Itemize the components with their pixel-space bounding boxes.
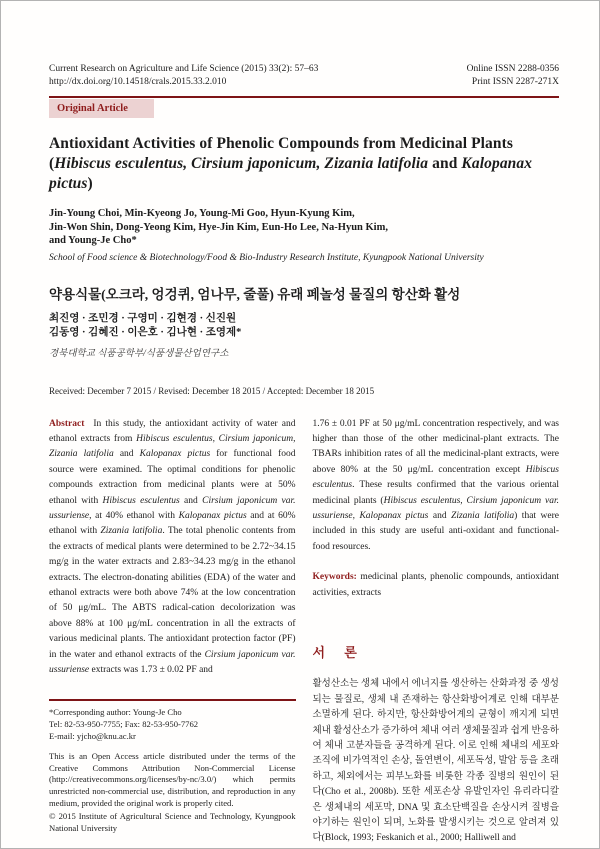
left-column [49,417,296,847]
footnote-block [49,699,296,834]
header-rule [49,96,559,98]
journal-header-left [49,63,318,89]
abstract-paragraph [49,417,296,679]
article-title-line1: Antioxidant Activities of Phenolic Compounds from Medicinal Plants [49,135,514,152]
keywords-label: Keywords: [312,572,357,583]
korean-affiliation: 경북대학교 식품공학부/식품생물산업연구소 [49,348,229,359]
korean-author-line: 최진영 · 조민경 · 구영미 · 김현경 · 신진원 [49,312,237,324]
intro-paragraph: 활성산소는 생체 내에서 에너지를 생산하는 산화과정 중 생성되는 물질로, 생체 내 존재하는 항산화방어계로 인해 대부분 소멸하게 된다. 하지만, 항산화방어계의 균형이 깨지게 되면 체내 활성산소가 증가하여 체내 여러 생체물질과 쉽게 반응하여 체내 고분자들을 공격하게 된다. 이로 인해 체내의 세포와 조직에 비가역적인 손상, 돌연변이, 세포독성, 발암 등을 초래하고, 체외에서는 피부노화를 비롯한 각종 질병의 원인이 된다(Cho et al., 2008b). 또한 세포손상 유발인자인 유리라디칼은 생체내의 세포막, DNA 및 효소단백질을 손상시켜 질병을 야기하는 원인이 되며, 노화를 발생시키는 것으로 알려져 있다(Block, 1993; Feskanich et al., 2000; Halliwell and [312,679,559,844]
article-title-line2: (Hibiscus esculentus, Cirsium japonicum, Zizania latifolia and Kalopanax pictus) [49,155,533,192]
journal-header-right [467,63,559,89]
journal-doi-link[interactable]: http://dx.doi.org/10.14518/crals.2015.33.2.010 [49,77,227,87]
abstract-label: Abstract [49,418,85,429]
affiliation-en: School of Food science & Biotechnology/Food & Bio-Industry Research Institute, Kyungpook National University [49,252,484,263]
open-access-paragraph: This is an Open Access article distributed under the terms of the Creative Commons Attribution Non-Commercial License (http://creativecommons.org/licenses/by-nc/3.0/) which permits unrestricted non-commercial use, distribution, and reproduction in any medium, provided the original work is properly cited. [49,751,296,808]
article-title [49,134,559,194]
abstract-continuation: 1.76 ± 0.01 PF at 50 μg/mL concentration respectively, and was higher than those of the other medicinal-plant extracts. The TBARs inhibition rates of all the medicinal-plant extracts, were above 80% at the 50 μg/mL concentration except Hibiscus esculentus. These results confirmed that the various oriental medicinal plants (Hibiscus esculentus, Cirsium japonicum var. ussuriense, Kalopanax pictus and Zizania latifolia) that were included in this study are useful anti-oxidant and functional-food resources. [312,418,560,552]
author-line: Jin-Won Shin, Dong-Yeong Kim, Hye-Jin Kim, Eun-Ho Lee, Na-Hyun Kim, [49,221,388,233]
author-line: Jin-Young Choi, Min-Kyeong Jo, Young-Mi Goo, Hyun-Kyung Kim, [49,208,355,219]
corresponding-author-line: *Corresponding author: Young-Je Cho [49,707,182,718]
journal-header [49,63,559,89]
keywords-paragraph [313,570,560,601]
right-column [313,417,560,847]
journal-citation: Current Research on Agriculture and Life Science (2015) 33(2): 57–63 [49,64,319,74]
tel-fax-line: Tel: 82-53-950-7755; Fax: 82-53-950-7762 [49,719,199,729]
korean-author-list [49,312,559,340]
intro-section-heading: 서 론 [312,644,357,660]
article-type-badge: Original Article [49,99,154,118]
two-column-body [49,417,559,847]
issn-online: Online ISSN 2288-0356 [466,64,559,74]
copyright-line: © 2015 Institute of Agricultural Science and Technology, Kyungpook National University [49,811,296,833]
issn-print: Print ISSN 2287-271X [471,77,559,87]
dates-line: Received: December 7 2015 / Revised: December 18 2015 / Accepted: December 18 2015 [49,385,375,396]
abstract-text: In this study, the antioxidant activity of water and ethanol extracts from Hibiscus esculentus, Cirsium japonicum, Zizania latifolia and Kalopanax pictus for functional food source were examined. The optimal conditions for phenolic compounds extraction from medicinal plants were at 50% ethanol with Hibiscus esculentus and Cirsium japonicum var. ussuriense, at 40% ethanol with Kalopanax pictus and at 60% ethanol with Zizania latifolia. The total phenolic contents from the extracts of medical plants were determined to be 2.72~34.15 mg/g in the water extracts and 2.83~34.23 mg/g in the ethanol extracts. The electron-donating abilities (EDA) of the water and ethanol extracts were both above 74% at the low concentration of 50 μg/mL. The ABTS radical-cation decolorization was above 88% at 100 μg/mL concentration in all the extracts of various medicinal plants. The antioxidant protection factor (PF) in the water and ethanol extracts of the Cirsium japonicum var. ussuriense extracts was 1.73 ± 0.02 PF and [49,418,296,675]
korean-title: 약용식물(오크라, 엉겅퀴, 엄나무, 줄풀) 유래 페놀성 물질의 항산화 활성 [49,286,461,302]
author-line: and Young-Je Cho* [49,235,137,246]
keywords-text: medicinal plants, phenolic compounds, antioxidant activities, extracts [312,572,559,598]
email-line[interactable]: E-mail: yjcho@knu.ac.kr [49,730,136,741]
footnote-rule [49,699,296,701]
korean-author-line: 김동영 · 김혜진 · 이은호 · 김나현 · 조영제* [49,326,242,338]
author-list-en [49,207,559,248]
